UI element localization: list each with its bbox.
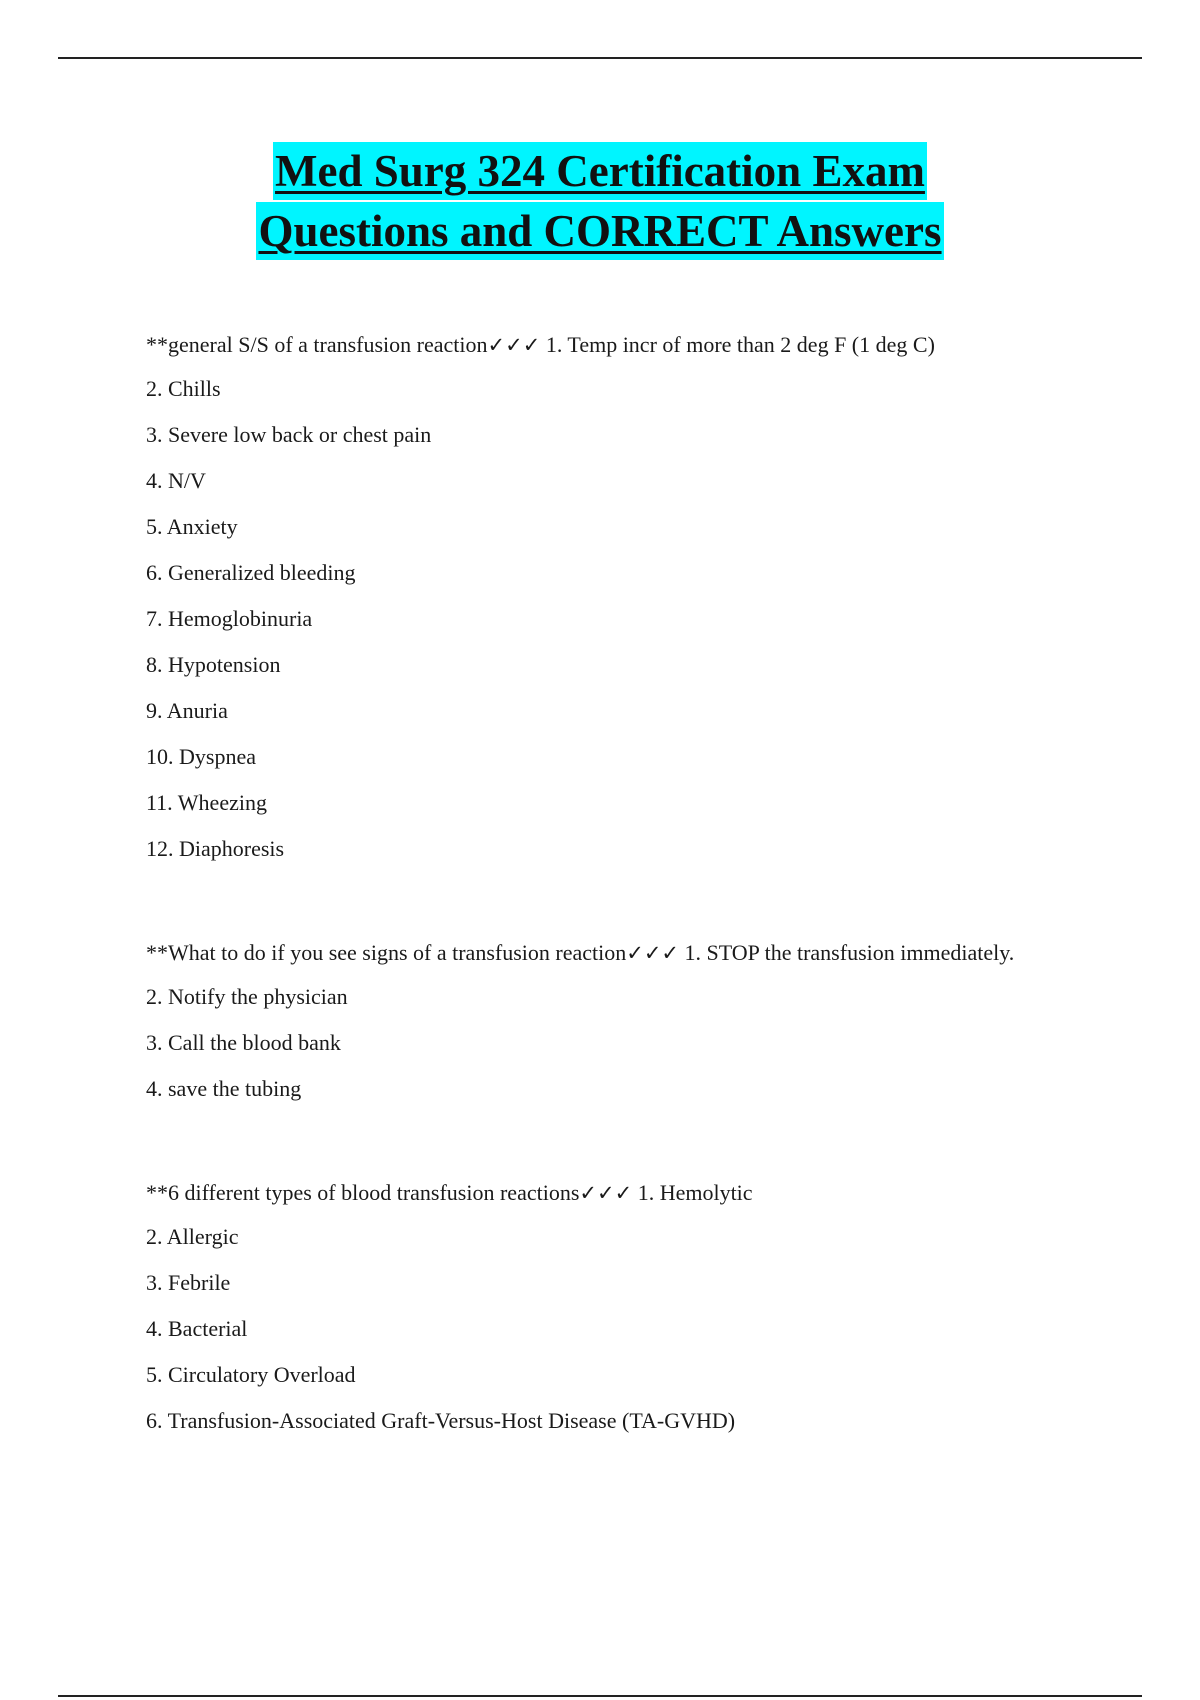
first-answer: 1. Temp incr of more than 2 deg F (1 deg C) bbox=[540, 332, 935, 357]
checkmarks-icon: ✓✓✓ bbox=[487, 333, 541, 357]
question-line bbox=[146, 938, 1046, 968]
qa-content bbox=[146, 330, 1046, 1452]
answer-item: 5. Anxiety bbox=[146, 514, 238, 539]
question-text: **general S/S of a transfusion reaction bbox=[146, 332, 488, 357]
answer-item: 3. Call the blood bank bbox=[146, 1030, 341, 1055]
answer-item: 7. Hemoglobinuria bbox=[146, 606, 313, 631]
answer-item: 2. Chills bbox=[146, 376, 221, 401]
first-answer: 1. STOP the transfusion immediately. bbox=[679, 940, 1015, 965]
answer-item: 3. Severe low back or chest pain bbox=[146, 422, 432, 447]
qa-section bbox=[146, 330, 1046, 880]
qa-section bbox=[146, 1178, 1046, 1452]
qa-section bbox=[146, 938, 1046, 1120]
answer-item: 3. Febrile bbox=[146, 1270, 231, 1295]
answer-item: 9. Anuria bbox=[146, 698, 228, 723]
answer-item: 5. Circulatory Overload bbox=[146, 1362, 356, 1387]
title-line-2: Questions and CORRECT Answers bbox=[256, 202, 943, 260]
document-title bbox=[0, 142, 1200, 260]
answer-item: 11. Wheezing bbox=[146, 790, 267, 815]
question-text: **6 different types of blood transfusion reactions bbox=[146, 1180, 580, 1205]
title-line-1: Med Surg 324 Certification Exam bbox=[273, 142, 927, 200]
question-line bbox=[146, 330, 1046, 360]
answer-item: 6. Generalized bleeding bbox=[146, 560, 356, 585]
top-rule bbox=[58, 57, 1142, 59]
answer-item: 12. Diaphoresis bbox=[146, 836, 285, 861]
answer-item: 8. Hypotension bbox=[146, 652, 281, 677]
answer-item: 10. Dyspnea bbox=[146, 744, 256, 769]
answer-item: 2. Notify the physician bbox=[146, 984, 348, 1009]
checkmarks-icon: ✓✓✓ bbox=[579, 1181, 633, 1205]
question-line bbox=[146, 1178, 1046, 1208]
first-answer: 1. Hemolytic bbox=[632, 1180, 753, 1205]
answer-item: 4. Bacterial bbox=[146, 1316, 248, 1341]
answer-item: 4. save the tubing bbox=[146, 1076, 302, 1101]
answer-item: 6. Transfusion-Associated Graft-Versus-Host Disease (TA-GVHD) bbox=[146, 1408, 736, 1433]
checkmarks-icon: ✓✓✓ bbox=[626, 941, 680, 965]
answer-item: 2. Allergic bbox=[146, 1224, 239, 1249]
bottom-rule bbox=[58, 1695, 1142, 1697]
question-text: **What to do if you see signs of a transfusion reaction bbox=[146, 940, 627, 965]
answer-item: 4. N/V bbox=[146, 468, 206, 493]
